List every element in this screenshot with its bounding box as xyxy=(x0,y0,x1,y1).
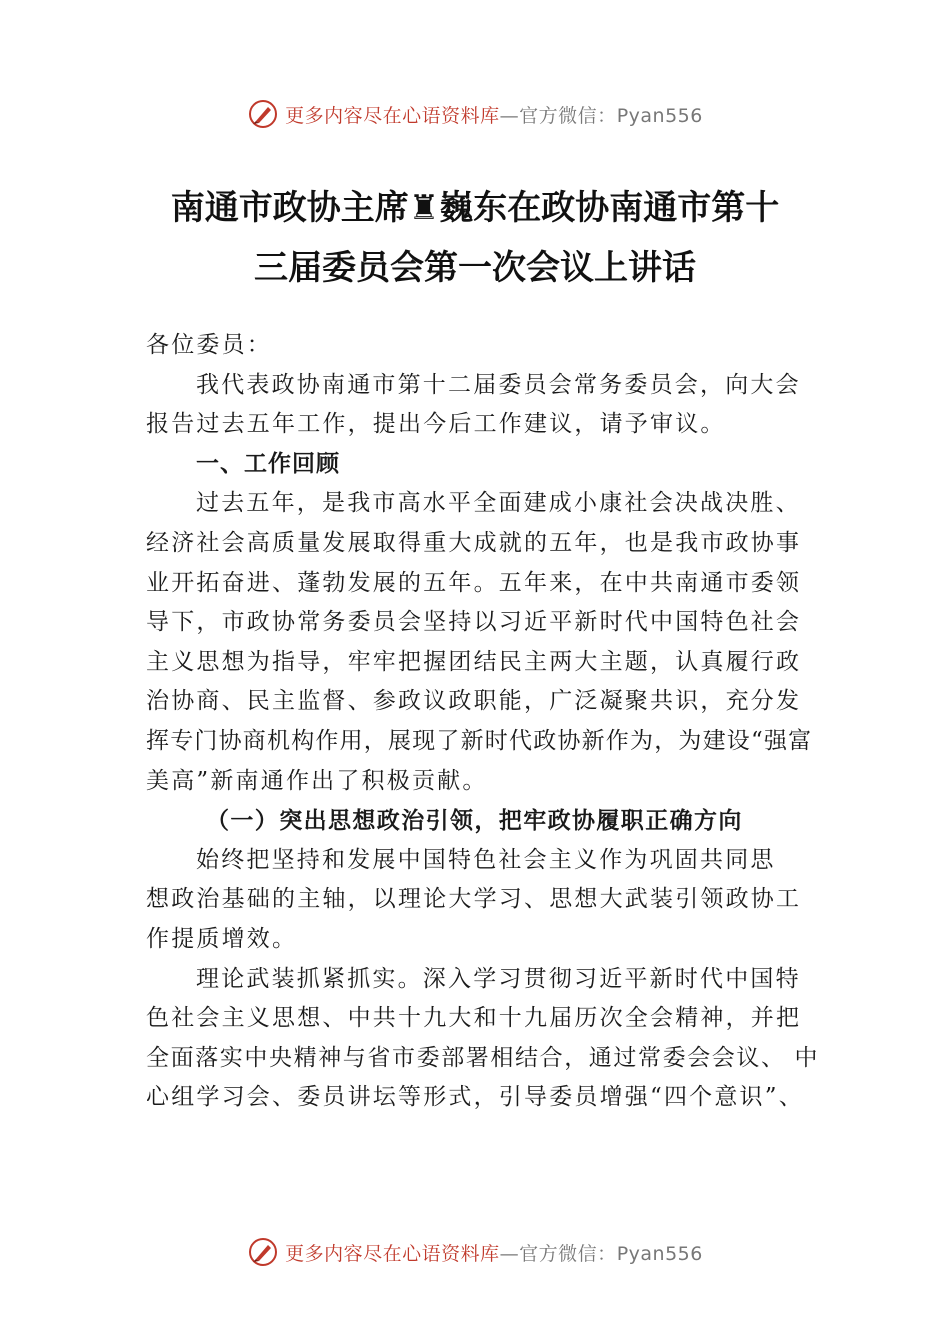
banner-wechat-id: Pyan556 xyxy=(616,1242,703,1265)
banner-text xyxy=(285,101,703,128)
document-body xyxy=(146,326,820,1118)
paragraph-line: 挥专门协商机构作用，展现了新时代政协新作为，为建设“强富 xyxy=(146,727,813,754)
banner-wechat-label: 官方微信： xyxy=(519,1242,617,1265)
paragraph-line: 经济社会高质量发展取得重大成就的五年，也是我市政协事 xyxy=(146,529,802,556)
paragraph-line: 报告过去五年工作，提出今后工作建议，请予审议。 xyxy=(146,411,726,438)
paragraph-line: 全面落实中央精神与省市委部署相结合，通过常委会会议、 中 xyxy=(146,1044,820,1071)
paragraph-line: 始终把坚持和发展中国特色社会主义作为巩固共同思 xyxy=(196,846,776,873)
paragraph-line: 色社会主义思想、中共十九大和十九届历次全会精神，并把 xyxy=(146,1005,802,1032)
paragraph-line: 心组学习会、委员讲坛等形式，引导委员增强“四个意识”、 xyxy=(146,1084,804,1111)
banner-site-name: 更多内容尽在心语资料库 xyxy=(285,104,500,127)
section-heading: 一、工作回顾 xyxy=(196,450,340,477)
banner-dash: — xyxy=(499,1242,520,1265)
banner-wechat-id: Pyan556 xyxy=(616,104,703,127)
paragraph-line: 治协商、民主监督、参政议政职能，广泛凝聚共识，充分发 xyxy=(146,688,802,715)
paragraph-line: 业开拓奋进、蓬勃发展的五年。五年来，在中共南通市委领 xyxy=(146,569,802,596)
paragraph-line: 我代表政协南通市第十二届委员会常务委员会，向大会 xyxy=(196,371,801,398)
paragraph-line: 导下，市政协常务委员会坚持以习近平新时代中国特色社会 xyxy=(146,609,802,636)
paragraph-line: 过去五年，是我市高水平全面建成小康社会决战决胜、 xyxy=(196,490,801,517)
paragraph-line: 想政治基础的主轴，以理论大学习、思想大武装引领政协工 xyxy=(146,886,802,913)
document-title xyxy=(110,178,840,298)
banner-text xyxy=(285,1239,703,1266)
banner-wechat-label: 官方微信： xyxy=(519,104,617,127)
title-line-1: 南通市政协主席♜巍东在政协南通市第十 xyxy=(170,188,780,228)
banner-site-name: 更多内容尽在心语资料库 xyxy=(285,1242,500,1265)
paragraph-line: 美高”新南通作出了积极贡献。 xyxy=(146,767,488,794)
paragraph-line: 理论武装抓紧抓实。深入学习贯彻习近平新时代中国特 xyxy=(196,965,801,992)
paragraph-line: 作提质增效。 xyxy=(146,925,298,952)
subsection-heading: （一）突出思想政治引领，把牢政协履职正确方向 xyxy=(206,807,743,835)
paragraph-line: 主义思想为指导，牢牢把握团结民主两大主题，认真履行政 xyxy=(146,648,802,675)
banner-dash: — xyxy=(499,104,520,127)
salutation: 各位委员： xyxy=(146,332,272,358)
brand-logo-icon xyxy=(247,1236,279,1268)
footer-banner xyxy=(0,1232,950,1272)
title-line-2: 三届委员会第一次会议上讲话 xyxy=(254,248,696,288)
brand-logo-icon xyxy=(247,98,279,130)
header-banner xyxy=(0,94,950,134)
